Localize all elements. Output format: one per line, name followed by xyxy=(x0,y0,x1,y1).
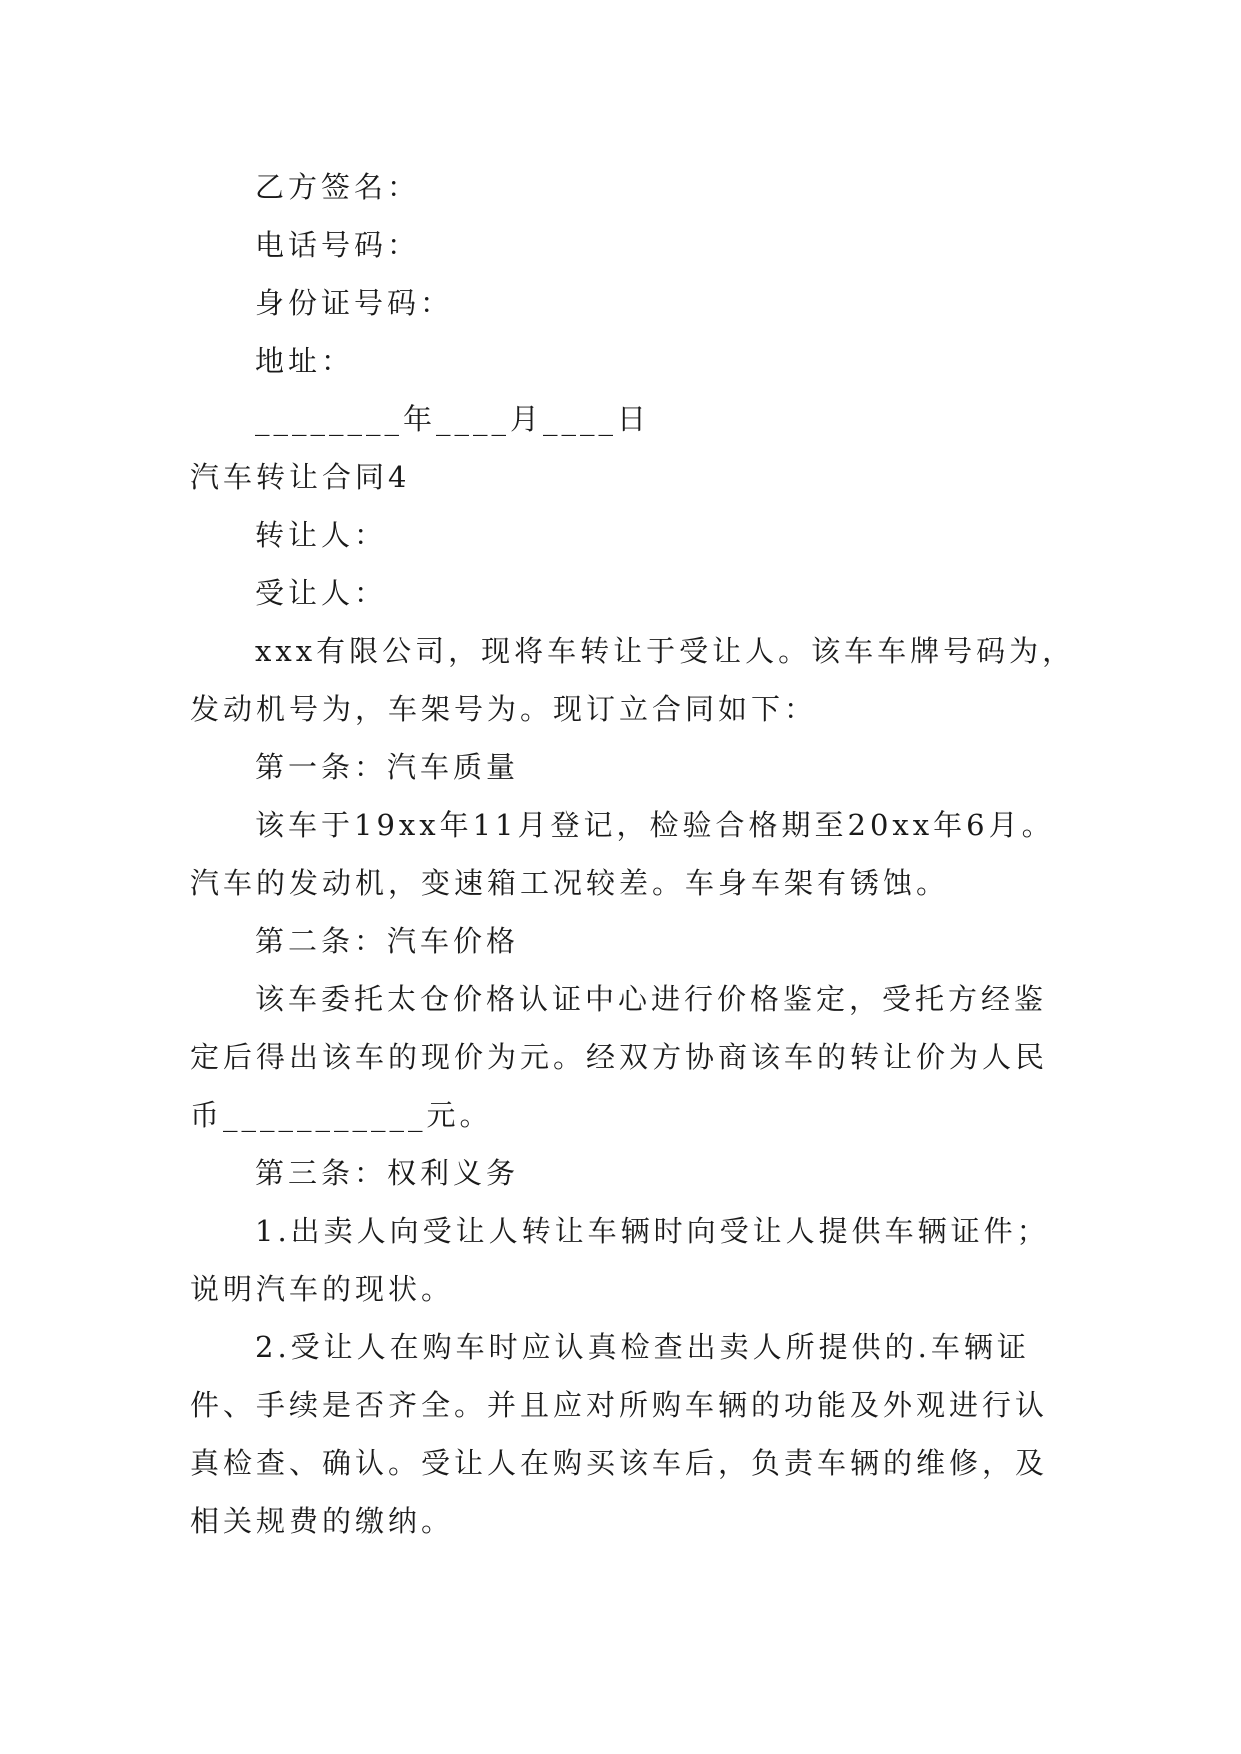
address-label: 地址： xyxy=(255,344,355,378)
article-1-line-2: 汽车的发动机，变速箱工况较差。车身车架有锈蚀。 xyxy=(190,866,950,900)
article-3-heading: 第三条：权利义务 xyxy=(255,1156,520,1190)
article-2-heading: 第二条：汽车价格 xyxy=(255,924,520,958)
article-3-item-1-line-1: 1.出卖人向受让人转让车辆时向受让人提供车辆证件； xyxy=(255,1214,1050,1248)
article-3-item-2-line-1: 2.受让人在购车时应认真检查出卖人所提供的.车辆证 xyxy=(255,1330,1030,1364)
id-number-label: 身份证号码： xyxy=(255,286,454,320)
article-1-line-1: 该车于19xx年11月登记，检验合格期至20xx年6月。 xyxy=(255,808,1055,842)
preamble-line-2: 发动机号为，车架号为。现订立合同如下： xyxy=(190,692,818,726)
party-b-signature-label: 乙方签名： xyxy=(255,170,421,204)
article-2-line-1: 该车委托太仓价格认证中心进行价格鉴定，受托方经鉴 xyxy=(255,982,1048,1016)
article-3-item-1-line-2: 说明汽车的现状。 xyxy=(190,1272,455,1306)
phone-number-label: 电话号码： xyxy=(255,228,421,262)
article-1-heading: 第一条：汽车质量 xyxy=(255,750,520,784)
article-2-line-2: 定后得出该车的现价为元。经双方协商该车的转让价为人民 xyxy=(190,1040,1049,1074)
article-3-item-2-line-2: 件、手续是否齐全。并且应对所购车辆的功能及外观进行认 xyxy=(190,1388,1049,1422)
date-line: ________年____月____日 xyxy=(255,402,651,436)
transferor-label: 转让人： xyxy=(255,518,388,552)
transferee-label: 受让人： xyxy=(255,576,388,610)
preamble-line-1: xxx有限公司，现将车转让于受让人。该车车牌号码为， xyxy=(255,634,1076,668)
contract-title: 汽车转让合同4 xyxy=(190,460,411,494)
article-3-item-2-line-3: 真检查、确认。受让人在购买该车后，负责车辆的维修，及 xyxy=(190,1446,1049,1480)
article-2-line-3: 币___________元。 xyxy=(190,1098,493,1132)
article-3-item-2-line-4: 相关规费的缴纳。 xyxy=(190,1504,455,1538)
